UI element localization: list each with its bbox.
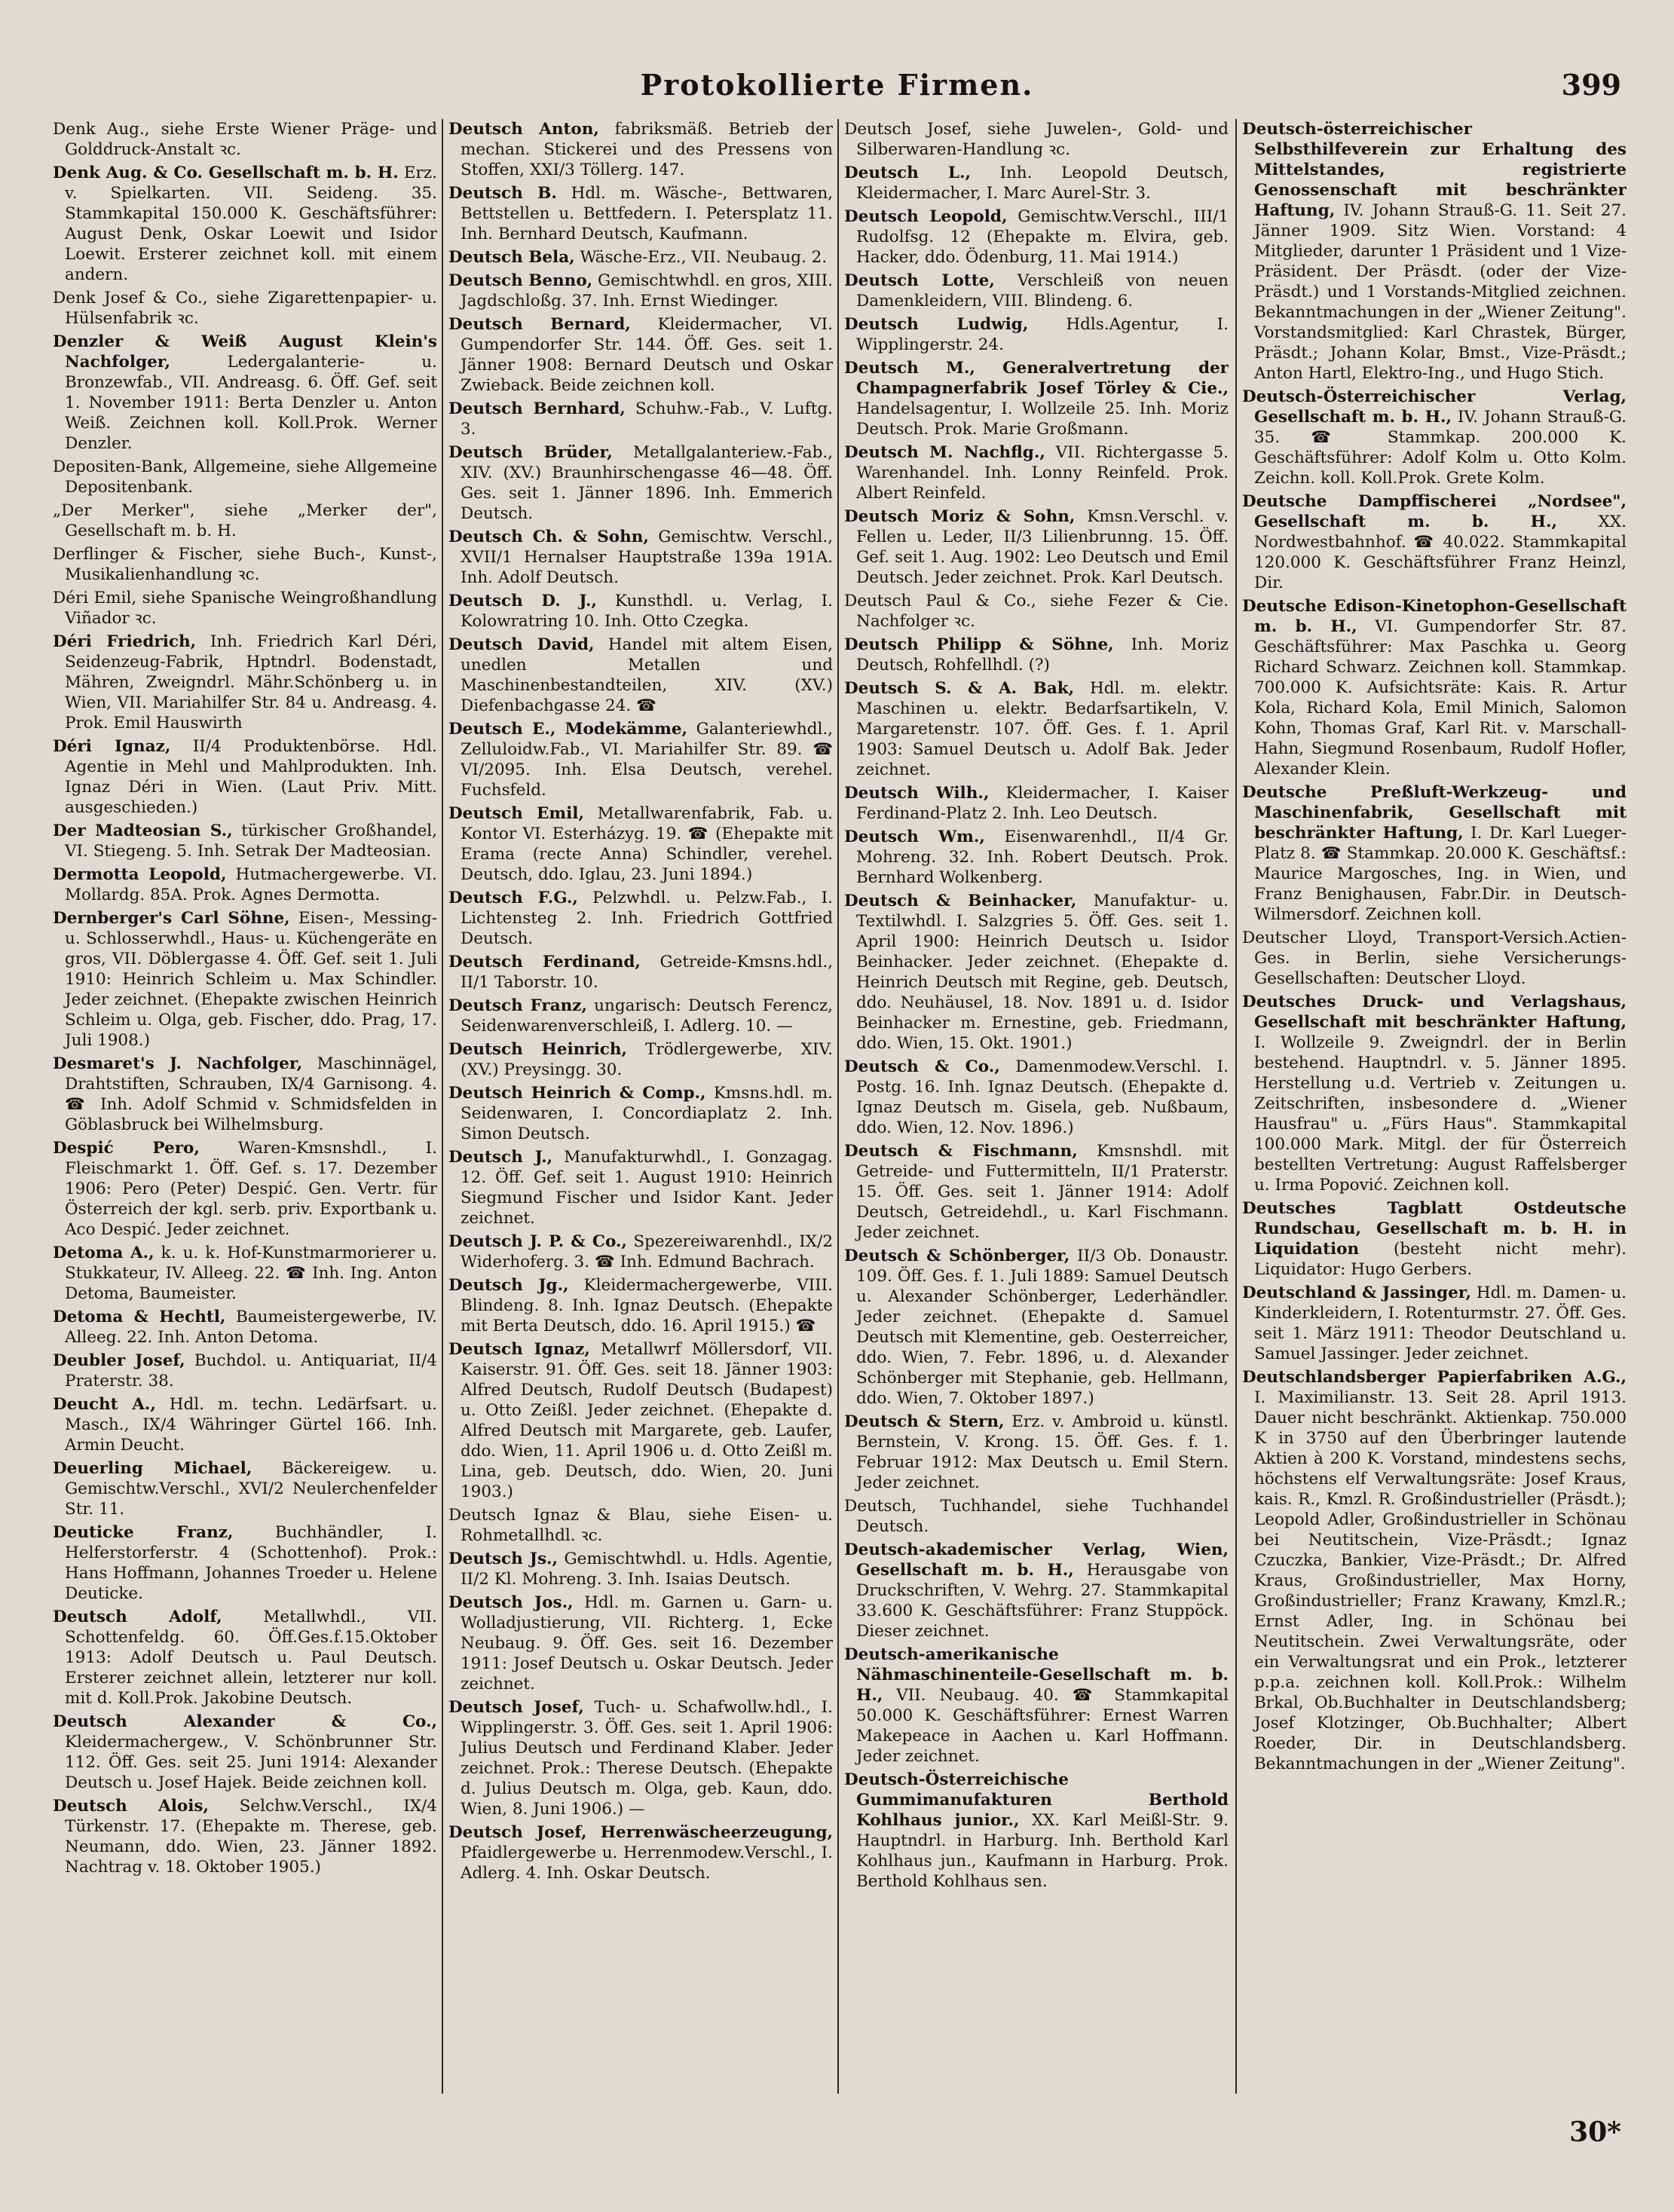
firm-name: Deutsch Alois, xyxy=(53,1797,209,1816)
firm-name: Deutsch & Fischmann, xyxy=(844,1142,1078,1161)
firm-entry xyxy=(844,163,1229,203)
firm-entry xyxy=(53,457,437,497)
firm-details: Handelsagentur, I. Wollzeile 25. Inh. Moriz Deutsch. Prok. Marie Großmann. xyxy=(856,399,1229,439)
firm-details: Ledergalanterie- u. Bronzewfab., VII. Andreasg. 6. Öff. Gef. seit 1. November 1911: Berta Denzler u. Anton Weiß. Zeichnen koll. Koll.Prok. Werner Denzler. xyxy=(65,353,437,453)
firm-entry xyxy=(844,591,1229,632)
firm-entry xyxy=(448,1039,833,1080)
firm-details: Trödlergewerbe, XIV. (XV.) Preysingg. 30. xyxy=(461,1040,833,1079)
firm-name: Déri Ignaz, xyxy=(53,737,171,756)
firm-details: Herausgabe von Druckschriften, V. Wehrg. 27. Stammkapital 33.600 K. Geschäftsführer: Franz Stuppöck. Dieser zeichnet. xyxy=(856,1561,1229,1641)
firm-entry xyxy=(53,736,437,818)
firm-details: II/4 Produktenbörse. Hdl. Agentie in Mehl und Mahlprodukten. Inh. Ignaz Déri in Wien. (Laut Priv. Mitt. ausgeschieden.) xyxy=(65,737,437,817)
firm-details: Inh. Leopold Deutsch, Kleidermacher, I. Marc Aurel-Str. 3. xyxy=(856,164,1229,203)
firm-entry xyxy=(53,332,437,454)
firm-name: Deutsche Edison-Kinetophon-Gesellschaft m. b. H., xyxy=(1242,597,1627,636)
firm-details: Schuhw.-Fab., V. Luftg. 3. xyxy=(461,399,833,439)
firm-details: Gemischtwhdl. u. Hdls. Agentie, II/2 Kl. Mohreng. 3. Inh. Isaias Deutsch. xyxy=(461,1550,833,1589)
firm-name: Deutsch Philipp & Söhne, xyxy=(844,635,1114,654)
firm-entry xyxy=(844,783,1229,824)
firm-details: Damenmodew.Verschl. I. Postg. 16. Inh. Ignaz Deutsch. (Ehepakte d. Ignaz Deutsch m. Gisela, geb. Nußbaum, ddo. Wien, 12. Nov. 1896.) xyxy=(856,1057,1229,1137)
firm-name: Deutsch Ch. & Sohn, xyxy=(448,528,649,546)
firm-entry xyxy=(53,1796,437,1877)
firm-details: Buchdol. u. Antiquariat, II/4 Praterstr. 38. xyxy=(65,1351,437,1391)
firm-details: XX. Karl Meißl-Str. 9. Hauptndrl. in Harburg. Inh. Berthold Karl Kohlhaus jun., Kaufmann in Harburg. Prok. Berthold Kohlhaus sen. xyxy=(856,1811,1229,1891)
firm-entry xyxy=(53,1394,437,1455)
firm-details: Inh. Moriz Deutsch, Rohfellhdl. (?) xyxy=(856,635,1229,675)
firm-entry xyxy=(53,1054,437,1135)
firm-details: Maschinnägel, Drahtstiften, Schrauben, IX/4 Garnisong. 4. ☎ Inh. Adolf Schmid v. Schmidsfelden in Göblasbruck bei Wilhelmsburg. xyxy=(65,1054,437,1134)
firm-name: Detoma A., xyxy=(53,1244,155,1262)
firm-entry xyxy=(844,207,1229,268)
firm-entry xyxy=(844,1057,1229,1138)
firm-name: Detoma & Hechtl, xyxy=(53,1308,226,1326)
firm-details: II/3 Ob. Donaustr. 109. Öff. Ges. f. 1. Juli 1889: Samuel Deutsch u. Alexander Schönberger, Lederhändler. Jeder zeichnet. (Ehepakte d. Samuel Deutsch mit Klementine, geb. Oesterreicher, ddo. Wien, 7. Febr. 1896, u. d. Alexander Schönberger mit Stephanie, geb. Hellmann, ddo. Wien, 7. Oktober 1897.) xyxy=(856,1247,1229,1408)
firm-details: Deutscher Lloyd, Transport-Versich.Actien-Ges. in Berlin, siehe Versicherungs-Gesellschaften: Deutscher Lloyd. xyxy=(1242,929,1627,988)
firm-entry xyxy=(844,1141,1229,1243)
firm-name: Deubler Josef, xyxy=(53,1351,185,1370)
firm-name: Deutsch-amerikanische Nähmaschinenteile-Gesellschaft m. b. H., xyxy=(844,1645,1229,1705)
firm-details: Depositen-Bank, Allgemeine, siehe Allgemeine Depositenbank. xyxy=(53,457,437,497)
firm-details: „Der Merker", siehe „Merker der", Gesellschaft m. b. H. xyxy=(53,501,437,540)
firm-name: Deutsch E., Modekämme, xyxy=(448,720,688,739)
firm-entry xyxy=(53,1243,437,1304)
firm-name: Deutsch Josef, Herrenwäscheerzeugung, xyxy=(448,1823,833,1842)
firm-details: Kleidermachergewerbe, VIII. Blindeng. 8. Inh. Ignaz Deutsch. (Ehepakte mit Berta Deutsch, ddo. 16. April 1915.) ☎ xyxy=(461,1276,833,1335)
firm-details: Denk Josef & Co., siehe Zigarettenpapier- u. Hülsenfabrik ꝛc. xyxy=(53,289,437,328)
firm-details: Buchhändler, I. Helferstorferstr. 4 (Schottenhof). Prok.: Hans Hoffmann, Johannes Troeder u. Helene Deuticke. xyxy=(65,1523,437,1603)
firm-name: Deutsch Jg., xyxy=(448,1276,569,1295)
firm-entry xyxy=(448,635,833,716)
firm-entry xyxy=(448,888,833,949)
firm-details: Getreide-Kmsns.hdl., II/1 Taborstr. 10. xyxy=(461,953,833,992)
firm-details: VII. Richtergasse 5. Warenhandel. Inh. Lonny Reinfeld. Prok. Albert Reinfeld. xyxy=(856,443,1229,503)
firm-details: Kleidermacher, VI. Gumpendorfer Str. 144. Öff. Ges. seit 1. Jänner 1908: Bernard Deutsch und Oskar Zwieback. Beide zeichnen koll. xyxy=(461,315,833,395)
page-title: Protokollierte Firmen. xyxy=(640,68,1034,102)
firm-entry xyxy=(844,827,1229,888)
firm-entry xyxy=(448,1275,833,1336)
firm-name: Deutsch Js., xyxy=(448,1550,559,1568)
firm-name: Deutsch Moriz & Sohn, xyxy=(844,507,1076,526)
firm-name: Deutsch Ignaz, xyxy=(448,1340,590,1359)
firm-details: türkischer Großhandel, VI. Stiegeng. 5. Inh. Setrak Der Madteosian. xyxy=(65,821,437,861)
firm-entry xyxy=(1242,928,1627,989)
firm-entry xyxy=(448,442,833,524)
firm-entry xyxy=(448,527,833,588)
firm-details: Deutsch, Tuchhandel, siehe Tuchhandel Deutsch. xyxy=(844,1497,1229,1536)
firm-details: Deutsch Paul & Co., siehe Fezer & Cie. Nachfolger ꝛc. xyxy=(844,592,1229,631)
firm-entry xyxy=(844,1540,1229,1641)
firm-entry xyxy=(53,163,437,285)
firm-details: Metallgalanteriew.-Fab., XIV. (XV.) Braunhirschengasse 46—48. Öff. Ges. seit 1. Jänner 1896. Inh. Emmerich Deutsch. xyxy=(461,443,833,523)
firm-entry xyxy=(844,442,1229,503)
firm-entry xyxy=(844,1770,1229,1892)
firm-name: Despić Pero, xyxy=(53,1139,200,1158)
firm-entry xyxy=(448,1505,833,1546)
firm-name: Deutsch M. Nachflg., xyxy=(844,443,1045,462)
firm-name: Deutsch & Beinhacker, xyxy=(844,892,1077,910)
firm-name: Deutsch Emil, xyxy=(448,804,584,823)
firm-name: Deutsch J., xyxy=(448,1148,553,1167)
firm-details: Bäckereigew. u. Gemischtw.Verschl., XVI/2 Neulerchenfelder Str. 11. xyxy=(65,1459,437,1519)
firm-name: Deutsch-österreichischer Selbsthilfeverein zur Erhaltung des Mittelstandes, registrierte Genossenschaft mit beschränkter Haftung, xyxy=(1242,120,1627,220)
firm-entry xyxy=(448,1822,833,1883)
firm-name: Deutsch-Österreichischer Verlag, Gesellschaft m. b. H., xyxy=(1242,387,1627,427)
firm-name: Deutschland & Jassinger, xyxy=(1242,1283,1472,1302)
firm-name: Dernberger's Carl Söhne, xyxy=(53,909,290,928)
firm-name: Deutsches Tagblatt Ostdeutsche Rundschau, Gesellschaft m. b. H. in Liquidation xyxy=(1242,1199,1627,1259)
firm-entry xyxy=(1242,491,1627,593)
firm-name: Deutsche Preßluft-Werkzeug- und Maschinenfabrik, Gesellschaft mit beschränkter Haftung, xyxy=(1242,783,1627,843)
firm-details: IV. Johann Strauß-G. 35. ☎ Stammkap. 200.000 K. Geschäftsführer: Adolf Kolm u. Otto Kolm. Zeichn. koll. Koll.Prok. Grete Kolm. xyxy=(1254,408,1627,488)
firm-details: Deutsch Josef, siehe Juwelen-, Gold- und Silberwaren-Handlung ꝛc. xyxy=(844,120,1229,159)
firm-entry xyxy=(844,358,1229,439)
firm-details: Eisenwarenhdl., II/4 Gr. Mohreng. 32. Inh. Robert Deutsch. Prok. Bernhard Wolkenberg. xyxy=(856,828,1229,887)
firm-entry xyxy=(844,1496,1229,1537)
firm-name: Deutsch J. P. & Co., xyxy=(448,1232,627,1251)
firm-details: Selchw.Verschl., IX/4 Türkenstr. 17. (Ehepakte m. Therese, geb. Neumann, ddo. Wien, 23. Jänner 1892. Nachtrag v. 18. Oktober 1905.) xyxy=(65,1797,437,1877)
firm-details: Metallwarenfabrik, Fab. u. Kontor VI. Esterházyg. 19. ☎ (Ehepakte mit Erama (recte Anna) Schindler, verehel. Deutsch, ddo. Iglau, 23. Juni 1894.) xyxy=(461,804,833,884)
firm-entry xyxy=(53,544,437,585)
firm-entry xyxy=(53,632,437,733)
firm-entry xyxy=(448,399,833,439)
firm-entry xyxy=(448,271,833,311)
firm-entry xyxy=(1242,596,1627,779)
firm-details: Metallwhdl., VII. Schottenfeldg. 60. Öff.Ges.f.15.Oktober 1913: Adolf Deutsch u. Paul Deutsch. Ersterer zeichnet allein, letzterer nur koll. mit d. Koll.Prok. Jakobine Deutsch. xyxy=(65,1608,437,1708)
firm-entry xyxy=(448,119,833,180)
firm-name: Deutsch Heinrich & Comp., xyxy=(448,1084,706,1103)
firm-name: Déri Friedrich, xyxy=(53,632,197,651)
firm-name: Deutsch Josef, xyxy=(448,1698,584,1717)
firm-entry xyxy=(1242,782,1627,925)
firm-name: Deutsch Lotte, xyxy=(844,271,995,290)
firm-entry xyxy=(448,1339,833,1502)
firm-name: Deutschlandsberger Papierfabriken A.G., xyxy=(1242,1368,1627,1387)
page-header xyxy=(0,68,1674,113)
firm-entry xyxy=(53,908,437,1051)
firm-details: Denk Aug., siehe Erste Wiener Präge- und Golddruck-Anstalt ꝛc. xyxy=(53,120,437,159)
firm-entry xyxy=(448,996,833,1036)
signature-mark: 30* xyxy=(1569,2116,1621,2148)
firm-name: Denk Aug. & Co. Gesellschaft m. b. H. xyxy=(53,164,399,182)
firm-name: Deutsch Benno, xyxy=(448,271,593,290)
firm-entry xyxy=(53,864,437,905)
firm-details: Galanteriewhdl., Zelluloidw.Fab., VI. Mariahilfer Str. 89. ☎ VI/2095. Inh. Elsa Deutsch, verehel. Fuchsfeld. xyxy=(461,720,833,800)
firm-entry xyxy=(844,119,1229,160)
firm-name: Deutsch Adolf, xyxy=(53,1608,222,1626)
firm-entry xyxy=(448,247,833,268)
firm-name: Dermotta Leopold, xyxy=(53,865,227,884)
firm-details: Handel mit altem Eisen, unedlen Metallen und Maschinenbestandteilen, XIV. (XV.) Diefenbachgasse 24. ☎ xyxy=(461,635,833,715)
firm-entry xyxy=(448,183,833,244)
firm-name: Deutsch Jos., xyxy=(448,1593,574,1612)
firm-details: Spezereiwarenhdl., IX/2 Widerhoferg. 3. ☎ Inh. Edmund Bachrach. xyxy=(461,1232,833,1271)
firm-name: Denzler & Weiß August Klein's Nachfolger, xyxy=(53,332,437,372)
firm-name: Deutsch & Schönberger, xyxy=(844,1247,1070,1265)
firm-entry xyxy=(1242,1283,1627,1364)
firm-details: IV. Johann Strauß-G. 11. Seit 27. Jänner 1909. Sitz Wien. Vorstand: 4 Mitglieder, darunter 1 Präsident und 1 Vize-Präsident. Der Präsdt. (oder der Vize-Präsdt.) und 1 Vorstands-Mitglied zeichnen. Bekanntmachungen in der „Wiener Zeitung". Vorstandsmitglied: Karl Chrastek, Bürger, Präsdt.; Johann Kolar, Bmst., Vize-Präsdt.; Anton Hartl, Elektro-Ing., und Hugo Stich. xyxy=(1254,201,1627,383)
firm-name: Deutsch B. xyxy=(448,184,557,203)
firm-entry xyxy=(844,271,1229,311)
firm-name: Deutsch & Co., xyxy=(844,1057,1000,1076)
firm-entry xyxy=(448,719,833,800)
firm-entry xyxy=(53,588,437,629)
firm-details: Kleidermachergew., V. Schönbrunner Str. 112. Öff. Ges. seit 25. Juni 1914: Alexander Deutsch u. Josef Hajek. Beide zeichnen koll. xyxy=(65,1733,437,1792)
firm-details: Verschleiß von neuen Damenkleidern, VIII. Blindeng. 6. xyxy=(856,271,1229,311)
firm-details: Déri Emil, siehe Spanische Weingroßhandlung Viñador ꝛc. xyxy=(53,589,437,628)
firm-entry xyxy=(53,500,437,541)
firm-details: Erz. v. Spielkarten. VII. Seideng. 35. Stammkapital 150.000 K. Geschäftsführer: August Denk, Oskar Loewit und Isidor Loewit. Ersterer zeichnet koll. mit einem andern. xyxy=(65,164,437,284)
firm-entry xyxy=(1242,387,1627,488)
firm-details: Hdls.Agentur, I. Wipplingerstr. 24. xyxy=(856,315,1229,354)
firm-entry xyxy=(53,1522,437,1604)
firm-details: Kmsn.Verschl. v. Fellen u. Leder, II/3 Lilienbrunng. 15. Öff. Gef. seit 1. Aug. 1902: Leo Deutsch und Emil Deutsch. Jeder zeichnet. Prok. Karl Deutsch. xyxy=(856,507,1229,587)
firm-name: Deutsch Wm., xyxy=(844,828,985,846)
firm-name: Deucht A., xyxy=(53,1395,156,1414)
firm-name: Deutsch Bela, xyxy=(448,248,575,267)
firm-details: Derflinger & Fischer, siehe Buch-, Kunst-, Musikalienhandlung ꝛc. xyxy=(53,545,437,584)
firm-details: Hdl. m. Damen- u. Kinderkleidern, I. Rotenturmstr. 27. Öff. Ges. seit 1. März 1911: Theodor Deutschland u. Samuel Jassinger. Jeder zeichnet. xyxy=(1254,1283,1627,1363)
firm-details: Kleidermacher, I. Kaiser Ferdinand-Platz 2. Inh. Leo Deutsch. xyxy=(856,784,1229,823)
firm-details: Erz. v. Ambroid u. künstl. Bernstein, V. Krong. 15. Öff. Ges. f. 1. Februar 1912: Max Deutsch u. Emil Stern. Jeder zeichnet. xyxy=(856,1412,1229,1492)
firm-name: Deutsch L., xyxy=(844,164,971,182)
column-4 xyxy=(1242,119,1627,2116)
firm-details: Hdl. m. elektr. Maschinen u. elektr. Bedarfsartikeln, V. Margaretenstr. 107. Öff. Ges. f. 1. April 1903: Samuel Deutsch u. Adolf Bak. Jeder zeichnet. xyxy=(856,679,1229,779)
firm-name: Der Madteosian S., xyxy=(53,821,233,840)
firm-entry xyxy=(844,1412,1229,1493)
firm-details: Metallwrf Möllersdorf, VII. Kaiserstr. 91. Öff. Ges. seit 18. Jänner 1903: Alfred Deutsch, Rudolf Deutsch (Budapest) u. Otto Zeißl. Jeder zeichnet. (Ehepakte d. Alfred Deutsch mit Margarete, geb. Laufer, ddo. Wien, 11. April 1906 u. d. Otto Zeißl m. Lina, geb. Deutsch, ddo. Wien, 20. Juni 1903.) xyxy=(461,1340,833,1501)
firm-name: Deutsch David, xyxy=(448,635,595,654)
firm-entry xyxy=(1242,1367,1627,1774)
firm-details: Hdl. m. techn. Ledärfsart. u. Masch., IX/4 Währinger Gürtel 166. Inh. Armin Deucht. xyxy=(65,1395,437,1455)
firm-details: Deutsch Ignaz & Blau, siehe Eisen- u. Rohmetallhdl. ꝛc. xyxy=(448,1506,833,1545)
firm-name: Deutsch Brüder, xyxy=(448,443,613,462)
firm-name: Deutsch Ferdinand, xyxy=(448,953,641,971)
firm-name: Desmaret's J. Nachfolger, xyxy=(53,1054,303,1073)
firm-entry xyxy=(448,1592,833,1694)
firm-details: Gemischtw. Verschl., XVII/1 Hernalser Hauptstraße 139a 191A. Inh. Adolf Deutsch. xyxy=(461,528,833,587)
firm-entry xyxy=(1242,119,1627,384)
firm-name: Deutsch M., Generalvertretung der Champagnerfabrik Josef Törley & Cie., xyxy=(844,359,1229,398)
firm-name: Deutsch Bernhard, xyxy=(448,399,626,418)
firm-details: I. Wollzeile 9. Zweigndrl. der in Berlin bestehend. Hauptndrl. v. 5. Jänner 1895. Herstellung u.d. Vertrieb v. Zeitungen u. Zeitschriften, insbesondere d. „Wiener Hausfrau" u. „Fürs Haus". Stammkapital 100.000 Mark. Mitgl. der für Österreich bestellten Vertretung: August Raffelsberger u. Irma Popović. Zeichnen koll. xyxy=(1254,1033,1627,1195)
firm-details: Wäsche-Erz., VII. Neubaug. 2. xyxy=(574,248,828,267)
firm-entry xyxy=(844,678,1229,780)
firm-entry xyxy=(448,1697,833,1819)
firm-entry xyxy=(1242,992,1627,1195)
firm-entry xyxy=(448,803,833,885)
firm-entry xyxy=(448,1147,833,1228)
firm-entry xyxy=(53,1712,437,1793)
firm-details: fabriksmäß. Betrieb der mechan. Stickerei und des Pressens von Stoffen, XXI/3 Töllerg. 147. xyxy=(461,120,833,179)
firm-details: Hdl. m. Wäsche-, Bettwaren, Bettstellen u. Bettfedern. I. Petersplatz 11. Inh. Bernhard Deutsch, Kaufmann. xyxy=(461,184,833,243)
column-divider xyxy=(1235,119,1237,2094)
column-2 xyxy=(448,119,833,2116)
firm-entry xyxy=(53,1458,437,1519)
firm-entry xyxy=(844,314,1229,355)
firm-details: Tuch- u. Schafwollw.hdl., I. Wipplingerstr. 3. Öff. Ges. seit 1. April 1906: Julius Deutsch und Ferdinand Klaber. Jeder zeichnet. Prok.: Therese Deutsch. (Ehepakte d. Julius Deutsch m. Olga, geb. Kaun, ddo. Wien, 8. Juni 1906.) — xyxy=(461,1698,833,1819)
firm-entry xyxy=(448,952,833,993)
firm-details: I. Dr. Karl Lueger-Platz 8. ☎ Stammkap. 20.000 K. Geschäftsf.: Maurice Margosches, Ing. in Wien, und Franz Benighausen, Fabr.Dir. in Deutsch-Wilmersdorf. Zeichnen koll. xyxy=(1254,824,1627,924)
firm-entry xyxy=(844,506,1229,588)
firm-name: Deutsch S. & A. Bak, xyxy=(844,679,1075,698)
firm-name: Deutsch Anton, xyxy=(448,120,599,139)
firm-details: Gemischtw.Verschl., III/1 Rudolfsg. 12 (Ehepakte m. Elvira, geb. Hacker, ddo. Ödenburg, 11. Mai 1914.) xyxy=(856,207,1229,267)
firm-details: k. u. k. Hof-Kunstmarmorierer u. Stukkateur, IV. Alleeg. 22. ☎ Inh. Ing. Anton Detoma, Baumeister. xyxy=(65,1244,437,1303)
firm-entry xyxy=(844,891,1229,1054)
column-divider xyxy=(837,119,839,2094)
column-3 xyxy=(844,119,1229,2116)
firm-name: Deutsch F.G., xyxy=(448,889,578,907)
firm-entry xyxy=(53,1351,437,1391)
firm-entry xyxy=(448,591,833,632)
firm-entry xyxy=(53,1607,437,1709)
firm-details: I. Maximilianstr. 13. Seit 28. April 1913. Dauer nicht beschränkt. Aktienkap. 750.000 K in 3750 auf den Überbringer lautende Aktien à 200 K. Vorstand, mindestens sechs, höchstens elf Verwaltungsräte: Josef Kraus, kais. R., Kmzl. R. Großindustrieller (Präsdt.); Leopold Adler, Großindustrieller in Schönau bei Neutitschein, Vize-Präsdt.; Ignaz Czuczka, Bankier, Vize-Präsdt.; Dr. Alfred Kraus, Großindustrieller, Max Horny, Großindustrieller; Franz Krawany, Kmzl.R.; Ernst Adler, Ing. in Schönau bei Neutitschein. Zwei Verwaltungsräte, oder ein Verwaltungsrat und ein Prok., letzterer p.p.a. zeichnen koll. Koll.Prok.: Wilhelm Brkal, Ob.Buchhalter in Deutschlandsberg; Josef Klotzinger, Ob.Buchhalter; Albert Roeder, Dir. in Deutschlandsberg. Bekanntmachungen in der „Wiener Zeitung". xyxy=(1254,1388,1627,1773)
firm-name: Deutsch Alexander & Co., xyxy=(53,1712,437,1731)
firm-name: Deuerling Michael, xyxy=(53,1459,252,1478)
firm-details: Waren-Kmsnshdl., I. Fleischmarkt 1. Öff. Gef. s. 17. Dezember 1906: Pero (Peter) Despić. Gen. Vertr. für Österreich der kgl. serb. priv. Exportbank u. Aco Despić. Jeder zeichnet. xyxy=(65,1139,437,1239)
page-number: 399 xyxy=(1561,68,1621,102)
firm-details: Gemischtwhdl. en gros, XIII. Jagdschloßg. 37. Inh. Ernst Wiedinger. xyxy=(461,271,833,311)
firm-details: (besteht nicht mehr). Liquidator: Hugo Gerbers. xyxy=(1254,1240,1627,1279)
firm-entry xyxy=(53,821,437,861)
firm-name: Deuticke Franz, xyxy=(53,1523,234,1542)
firm-entry xyxy=(53,1138,437,1240)
firm-entry xyxy=(53,288,437,329)
firm-name: Deutsch Wilh., xyxy=(844,784,990,803)
firm-entry xyxy=(448,1231,833,1272)
firm-details: Manufakturwhdl., I. Gonzagag. 12. Öff. Gef. seit 1. August 1910: Heinrich Siegmund Fischer und Isidor Kant. Jeder zeichnet. xyxy=(461,1148,833,1228)
firm-details: Baumeistergewerbe, IV. Alleeg. 22. Inh. Anton Detoma. xyxy=(65,1308,437,1347)
firm-name: Deutsche Dampffischerei „Nordsee", Gesellschaft m. b. H., xyxy=(1242,492,1627,531)
firm-name: Deutsch Bernard, xyxy=(448,315,631,334)
firm-name: Deutsch D. J., xyxy=(448,592,597,610)
firm-entry xyxy=(448,1083,833,1144)
firm-details: Kmsns.hdl. m. Seidenwaren, I. Concordiaplatz 2. Inh. Simon Deutsch. xyxy=(461,1084,833,1143)
firm-entry xyxy=(448,314,833,396)
firm-name: Deutsches Druck- und Verlagshaus, Gesellschaft mit beschränkter Haftung, xyxy=(1242,993,1627,1032)
firm-entry xyxy=(844,1644,1229,1767)
firm-details: Hdl. m. Garnen u. Garn- u. Wolladjustierung, VII. Richterg. 1, Ecke Neubaug. 9. Öff. Ges. seit 16. Dezember 1911: Josef Deutsch u. Oskar Deutsch. Jeder zeichnet. xyxy=(461,1593,833,1693)
firm-details: Pelzwhdl. u. Pelzw.Fab., I. Lichtensteg 2. Inh. Friedrich Gottfried Deutsch. xyxy=(461,889,833,948)
firm-details: Pfaidlergewerbe u. Herrenmodew.Verschl., I. Adlerg. 4. Inh. Oskar Deutsch. xyxy=(461,1843,833,1883)
firm-name: Deutsch Heinrich, xyxy=(448,1040,627,1059)
firm-entry xyxy=(1242,1198,1627,1280)
firm-name: Deutsch Ludwig, xyxy=(844,315,1029,334)
firm-entry xyxy=(53,1307,437,1348)
firm-details: Eisen-, Messing- u. Schlosserwhdl., Haus- u. Küchengeräte en gros, VII. Döblergasse 4. Öff. Gef. seit 1. Juli 1910: Heinrich Schleim u. Max Schindler. Jeder zeichnet. (Ehepakte zwischen Heinrich Schleim u. Olga, geb. Fischer, ddo. Prag, 17. Juli 1908.) xyxy=(65,909,437,1050)
firm-details: Manufaktur- u. Textilwhdl. I. Salzgries 5. Öff. Ges. seit 1. April 1900: Heinrich Deutsch u. Isidor Beinhacker. Jeder zeichnet. (Ehepakte d. Heinrich Deutsch mit Regine, geb. Deutsch, ddo. Neuhäusel, 18. Nov. 1891 u. d. Isidor Beinhacker m. Ernestine, geb. Friedmann, ddo. Wien, 15. Okt. 1901.) xyxy=(856,892,1229,1053)
firm-details: ungarisch: Deutsch Ferencz, Seidenwarenverschleiß, I. Adlerg. 10. — xyxy=(461,996,833,1036)
firm-name: Deutsch-akademischer Verlag, Wien, Gesellschaft m. b. H., xyxy=(844,1540,1229,1580)
column-divider xyxy=(442,119,443,2094)
firm-name: Deutsch Leopold, xyxy=(844,207,1008,226)
firm-entry xyxy=(844,1246,1229,1409)
firm-details: VII. Neubaug. 40. ☎ Stammkapital 50.000 K. Geschäftsführer: Ernest Warren Makepeace in Aachen u. Karl Hoffmann. Jeder zeichnet. xyxy=(856,1686,1229,1766)
firm-details: Inh. Friedrich Karl Déri, Seidenzeug-Fabrik, Hptndrl. Bodenstadt, Mähren, Zweigndrl. Mähr.Schönberg u. in Wien, VII. Mariahilfer Str. 84 u. Andreasg. 4. Prok. Emil Hauswirth xyxy=(65,632,437,733)
firm-details: VI. Gumpendorfer Str. 87. Geschäftsführer: Max Paschka u. Georg Richard Schwarz. Zeichnen koll. Stammkap. 700.000 K. Aufsichtsräte: Kais. R. Artur Kola, Richard Kola, Emil Minich, Salomon Kohn, Thomas Graf, Karl Rit. v. Marschall-Hahn, Siegmund Rosenbaum, Rudolf Hofler, Alexander Klein. xyxy=(1254,617,1627,779)
firm-entry xyxy=(844,635,1229,675)
column-1 xyxy=(53,119,437,2116)
firm-details: XX. Nordwestbahnhof. ☎ 40.022. Stammkapital 120.000 K. Geschäftsführer Franz Heinzl, Dir. xyxy=(1254,512,1627,592)
firm-details: Hutmachergewerbe. VI. Mollardg. 85A. Prok. Agnes Dermotta. xyxy=(65,865,437,904)
firm-details: Kunsthdl. u. Verlag, I. Kolowratring 10. Inh. Otto Czegka. xyxy=(461,592,833,631)
firm-name: Deutsch-Österreichische Gummimanufakturen Berthold Kohlhaus junior., xyxy=(844,1770,1229,1830)
firm-name: Deutsch & Stern, xyxy=(844,1412,1005,1431)
firm-name: Deutsch Franz, xyxy=(448,996,588,1015)
firm-entry xyxy=(448,1549,833,1589)
firm-details: Kmsnshdl. mit Getreide- und Futtermitteln, II/1 Praterstr. 15. Öff. Ges. seit 1. Jänner 1914: Adolf Deutsch, Getreidehdl., u. Karl Fischmann. Jeder zeichnet. xyxy=(856,1142,1229,1242)
firm-entry xyxy=(53,119,437,160)
